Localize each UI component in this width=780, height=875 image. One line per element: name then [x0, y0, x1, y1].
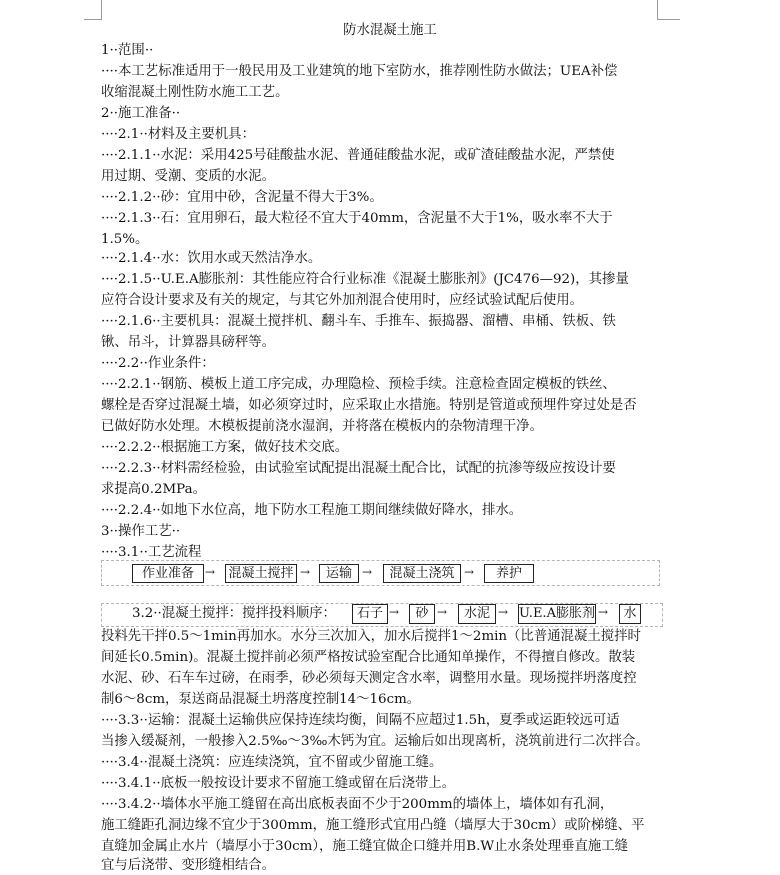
- paragraph-line: 直缝加金属止水片（墙厚小于30cm），施工缝宜做企口缝并用B.W止水条处理垂直施工缝: [101, 839, 629, 854]
- paragraph-line: ····3.4.1··底板一般按设计要求不留施工缝或留在后浇带上。: [101, 776, 456, 791]
- paragraph-line: ····2.1.5··U.E.A膨胀剂：其性能应符合行业标准《混凝土膨胀剂》(JC476—92)，其掺量: [101, 272, 629, 287]
- page-corner-mark-right: [657, 0, 680, 20]
- flow-step: 混凝土搅拌: [225, 564, 297, 583]
- paragraph-line: 1.5%。: [101, 232, 149, 247]
- paragraph-line: 制6～8cm，泵送商品混凝土坍落度控制14～16cm。: [101, 692, 421, 707]
- flow-step: U.E.A膨胀剂: [518, 604, 596, 624]
- paragraph-line: ····2.1.4··水：饮用水或天然洁净水。: [101, 251, 322, 266]
- paragraph-line: 锹、吊斗，计算器具磅秤等。: [101, 335, 276, 350]
- section-heading: 3.2··混凝土搅拌：搅拌投料顺序：: [132, 606, 336, 621]
- paragraph-line: 投料先干拌0.5～1min再加水。水分三次加入，加水后搅拌1～2min（比普通混凝土搅拌时: [101, 629, 641, 644]
- arrow-right-icon: →: [498, 605, 509, 619]
- paragraph-line: ····3.4.2··墙体水平施工缝留在高出底板表面不少于200mm的墙体上，墙体如有孔洞，: [101, 797, 614, 812]
- paragraph-line: 求提高0.2MPa。: [101, 482, 206, 497]
- flow-step: 养护: [484, 564, 534, 583]
- arrow-right-icon: →: [205, 565, 216, 579]
- paragraph-line: 1··范围··: [101, 43, 154, 58]
- paragraph-line: 应符合设计要求及有关的规定，与其它外加剂混合使用时，应经试验试配后使用。: [101, 293, 584, 308]
- paragraph-line: ····3.3··运输：混凝土运输供应保持连续均衡，间隔不应超过1.5h，夏季或运距较远可适: [101, 713, 620, 728]
- arrow-right-icon: →: [464, 565, 475, 579]
- paragraph-line: ····2.1··材料及主要机具：: [101, 127, 255, 142]
- paragraph-line: ····2.2.3··材料需经检验，由试验室试配提出混凝土配合比，试配的抗渗等级应按设计要: [101, 461, 616, 476]
- paragraph-line: 收缩混凝土刚性防水施工工艺。: [101, 85, 289, 100]
- flow-step: 混凝土浇筑: [383, 564, 461, 583]
- paragraph-line: 水泥、砂、石车车过磅，在雨季，砂必须每天测定含水率，调整用水量。现场搅拌坍落度控: [101, 671, 637, 686]
- paragraph-line: ····2.1.6··主要机具：混凝土搅拌机、翻斗车、手推车、振捣器、溜槽、串桶、铁板、铁: [101, 314, 616, 329]
- paragraph-line: ····2.2··作业条件：: [101, 356, 215, 371]
- arrow-right-icon: →: [389, 605, 400, 619]
- paragraph-line: ····本工艺标准适用于一般民用及工业建筑的地下室防水，推荐刚性防水做法；UEA补偿: [101, 64, 618, 79]
- flow-step: 水泥: [458, 604, 496, 624]
- paragraph-line: ····2.2.2··根据施工方案，做好技术交底。: [101, 440, 349, 455]
- paragraph-line: ····3.1··工艺流程: [101, 545, 202, 560]
- paragraph-line: 3··操作工艺··: [101, 524, 181, 539]
- paragraph-line: 当掺入缓凝剂，一般掺入2.5‰～3‰木钙为宜。运输后如出现离析，浇筑前进行二次拌合。: [101, 734, 649, 749]
- paragraph-line: ····2.2.4··如地下水位高，地下防水工程施工期间继续做好降水，排水。: [101, 503, 523, 518]
- process-flow-chart: [101, 560, 660, 586]
- paragraph-line: 施工缝距孔洞边缘不宜少于300mm，施工缝形式宜用凸缝（墙厚大于30cm）或阶梯缝、平: [101, 818, 645, 833]
- page-corner-mark-left: [84, 0, 102, 20]
- paragraph-line: 间延长0.5min)。混凝土搅拌前必须严格按试验室配合比通知单操作，不得擅自修改。散装: [101, 650, 636, 665]
- paragraph-line: ····2.1.1··水泥：采用425号硅酸盐水泥、普通硅酸盐水泥，或矿渣硅酸盐水泥，严禁使: [101, 148, 615, 163]
- arrow-right-icon: →: [362, 565, 373, 579]
- flow-step: 水: [619, 604, 641, 624]
- paragraph-line: ····2.1.2··砂：宜用中砂，含泥量不得大于3%。: [101, 190, 383, 205]
- paragraph-line: 2··施工准备··: [101, 106, 181, 121]
- arrow-right-icon: →: [300, 565, 311, 579]
- paragraph-line: 宜与后浇带、变形缝相结合。: [101, 858, 276, 873]
- arrow-right-icon: →: [437, 605, 448, 619]
- flow-step: 运输: [319, 564, 359, 583]
- page-title: 防水混凝土施工: [343, 23, 437, 38]
- paragraph-line: 用过期、受潮、变质的水泥。: [101, 169, 276, 184]
- mixing-order-flow: [101, 603, 663, 627]
- paragraph-line: ····2.2.1··钢筋、模板上道工序完成，办理隐检、预检手续。注意检查固定模板的铁丝、: [101, 377, 616, 392]
- paragraph-line: 螺栓是否穿过混凝土墙，如必须穿过时，应采取止水措施。特别是管道或预埋件穿过处是否: [101, 398, 637, 413]
- flow-step: 石子: [352, 604, 388, 624]
- paragraph-line: ····3.4··混凝土浇筑：应连续浇筑，宜不留或少留施工缝。: [101, 755, 443, 770]
- flow-step: 作业准备: [132, 564, 204, 583]
- flow-step: 砂: [409, 604, 435, 624]
- paragraph-line: 已做好防水处理。木模板提前浇水湿润，并将落在模板内的杂物清理干净。: [101, 419, 543, 434]
- paragraph-line: ····2.1.3··石：宜用卵石，最大粒径不宜大于40mm，含泥量不大于1%，吸水率不大于: [101, 211, 613, 226]
- arrow-right-icon: →: [598, 605, 609, 619]
